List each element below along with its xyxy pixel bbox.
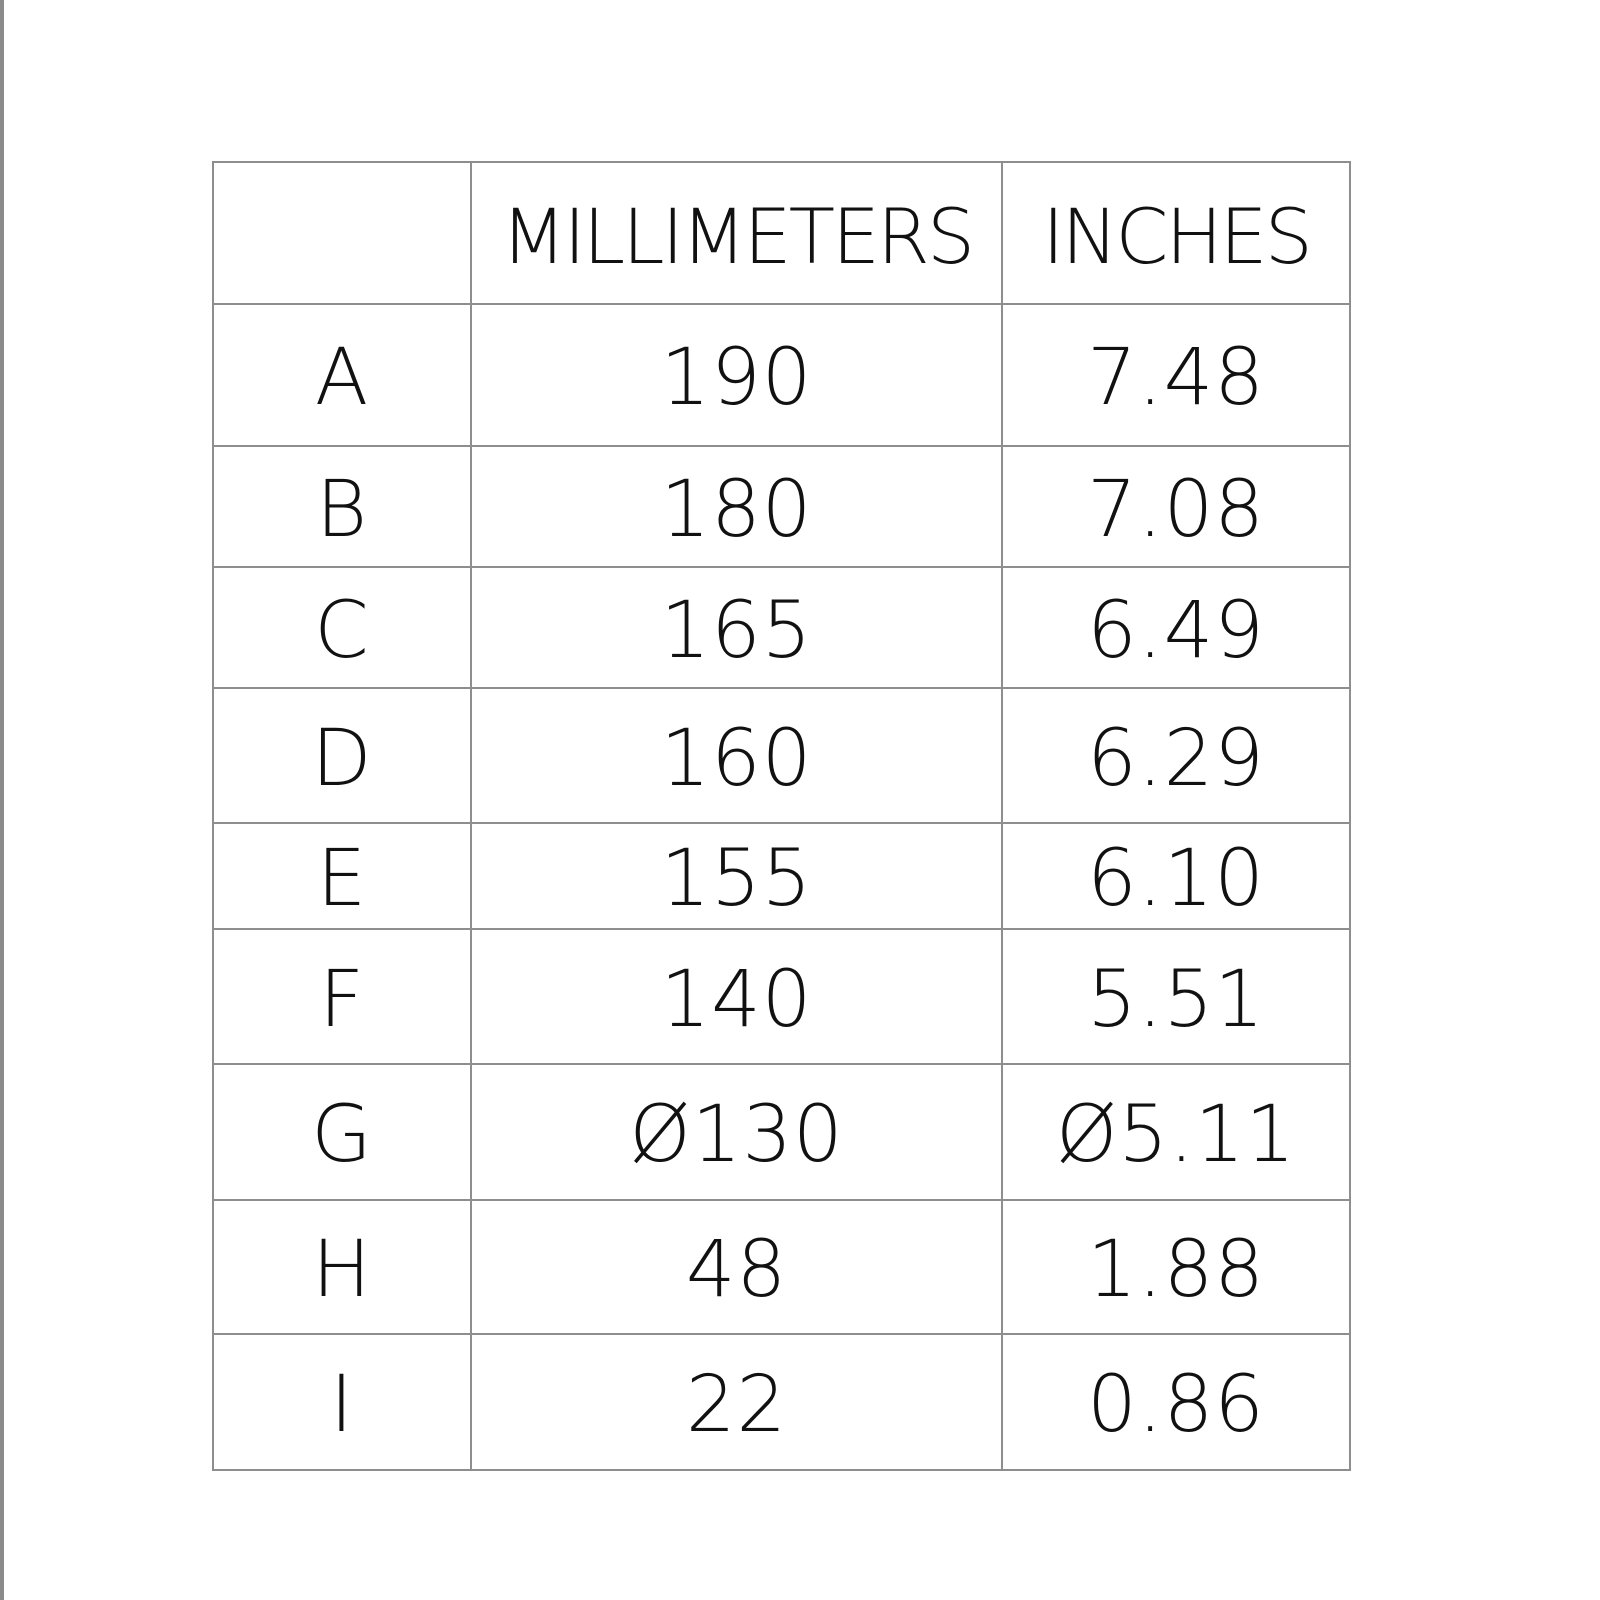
row-inch-value: Ø5.11 — [1002, 1064, 1350, 1200]
table-row — [213, 1064, 1350, 1200]
row-mm-value: 22 — [471, 1334, 1002, 1470]
row-mm-value: 155 — [471, 823, 1002, 929]
header-cell-blank — [213, 162, 471, 304]
row-key: E — [213, 823, 471, 929]
table-row — [213, 1334, 1350, 1470]
row-key: A — [213, 304, 471, 446]
row-inch-value: 7.48 — [1002, 304, 1350, 446]
row-key: G — [213, 1064, 471, 1200]
row-key: D — [213, 688, 471, 823]
table-row — [213, 929, 1350, 1064]
table-row — [213, 823, 1350, 929]
page-left-rule — [0, 0, 4, 1600]
row-mm-value: 48 — [471, 1200, 1002, 1334]
row-key: B — [213, 446, 471, 567]
row-inch-value: 6.49 — [1002, 567, 1350, 688]
header-cell-inches: INCHES — [1002, 162, 1350, 304]
table-row — [213, 304, 1350, 446]
row-inch-value: 6.10 — [1002, 823, 1350, 929]
table-row — [213, 446, 1350, 567]
row-mm-value: Ø130 — [471, 1064, 1002, 1200]
table-row — [213, 1200, 1350, 1334]
row-inch-value: 1.88 — [1002, 1200, 1350, 1334]
table-row — [213, 688, 1350, 823]
row-mm-value: 180 — [471, 446, 1002, 567]
row-key: C — [213, 567, 471, 688]
row-inch-value: 6.29 — [1002, 688, 1350, 823]
header-cell-millimeters: MILLIMETERS — [471, 162, 1002, 304]
row-key: H — [213, 1200, 471, 1334]
row-mm-value: 140 — [471, 929, 1002, 1064]
row-key: I — [213, 1334, 471, 1470]
row-mm-value: 160 — [471, 688, 1002, 823]
row-inch-value: 5.51 — [1002, 929, 1350, 1064]
table-row — [213, 567, 1350, 688]
row-mm-value: 190 — [471, 304, 1002, 446]
header-row — [213, 162, 1350, 304]
row-key: F — [213, 929, 471, 1064]
dimensions-table — [212, 161, 1351, 1471]
row-mm-value: 165 — [471, 567, 1002, 688]
row-inch-value: 7.08 — [1002, 446, 1350, 567]
row-inch-value: 0.86 — [1002, 1334, 1350, 1470]
